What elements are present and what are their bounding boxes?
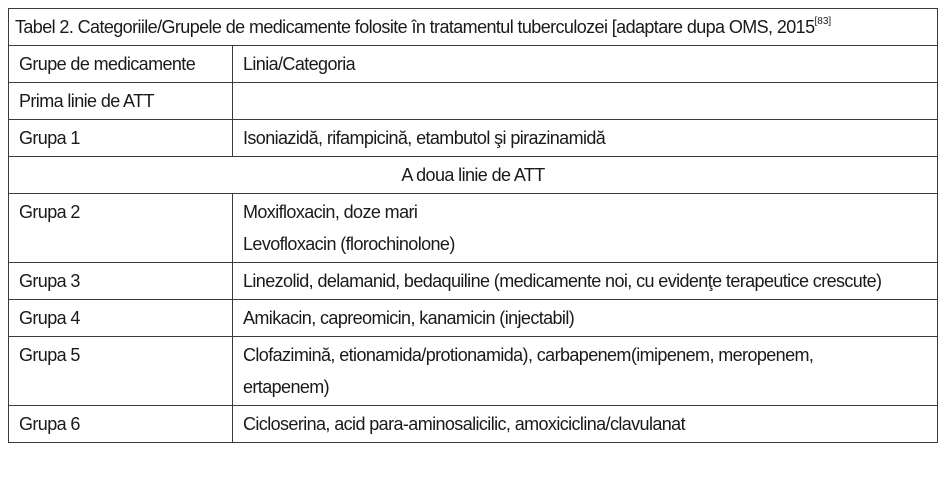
drug-line: Cicloserina, acid para-aminosalicilic, amoxiciclina/clavulanat [243,414,685,434]
drugs-cell [233,194,938,263]
second-line-section-row [9,157,938,194]
group-cell: Grupa 1 [9,120,233,157]
drug-line: Levofloxacin (florochinolone) [243,234,455,254]
drugs-cell [233,263,938,300]
drug-line: Clofazimină, etionamida/protionamida), carbapenem(imipenem, meropenem, [243,345,814,365]
drug-categories-table [8,8,938,443]
group-cell: Grupa 3 [9,263,233,300]
group-cell: Grupa 2 [9,194,233,263]
table-row [9,300,938,337]
drug-line: Isoniazidă, rifampicină, etambutol şi pirazinamidă [243,128,606,148]
table-row [9,120,938,157]
table-caption [9,9,938,46]
drug-line: Amikacin, capreomicin, kanamicin (injectabil) [243,308,575,328]
header-row [9,46,938,83]
drugs-cell [233,120,938,157]
empty-cell [233,83,938,120]
second-line-section-label: A doua linie de ATT [9,157,938,194]
drugs-cell [233,300,938,337]
table-caption-text: Tabel 2. Categoriile/Grupele de medicamente folosite în tratamentul tuberculozei [adaptare dupa OMS, 2015 [15,17,815,37]
header-category-cell: Linia/Categoria [233,46,938,83]
table-row [9,194,938,263]
first-line-section-label: Prima linie de ATT [9,83,233,120]
drug-line: ertapenem) [243,377,330,397]
drugs-cell [233,406,938,443]
drug-line: Moxifloxacin, doze mari [243,202,418,222]
caption-reference: [83] [814,16,832,27]
table-row [9,337,938,406]
table-row [9,406,938,443]
caption-row [9,9,938,46]
drugs-cell [233,337,938,406]
first-line-section-row [9,83,938,120]
header-group-cell: Grupe de medicamente [9,46,233,83]
group-cell: Grupa 6 [9,406,233,443]
table-row [9,263,938,300]
group-cell: Grupa 5 [9,337,233,406]
group-cell: Grupa 4 [9,300,233,337]
drug-line: Linezolid, delamanid, bedaquiline (medicamente noi, cu evidenţe terapeutice crescute) [243,271,882,291]
